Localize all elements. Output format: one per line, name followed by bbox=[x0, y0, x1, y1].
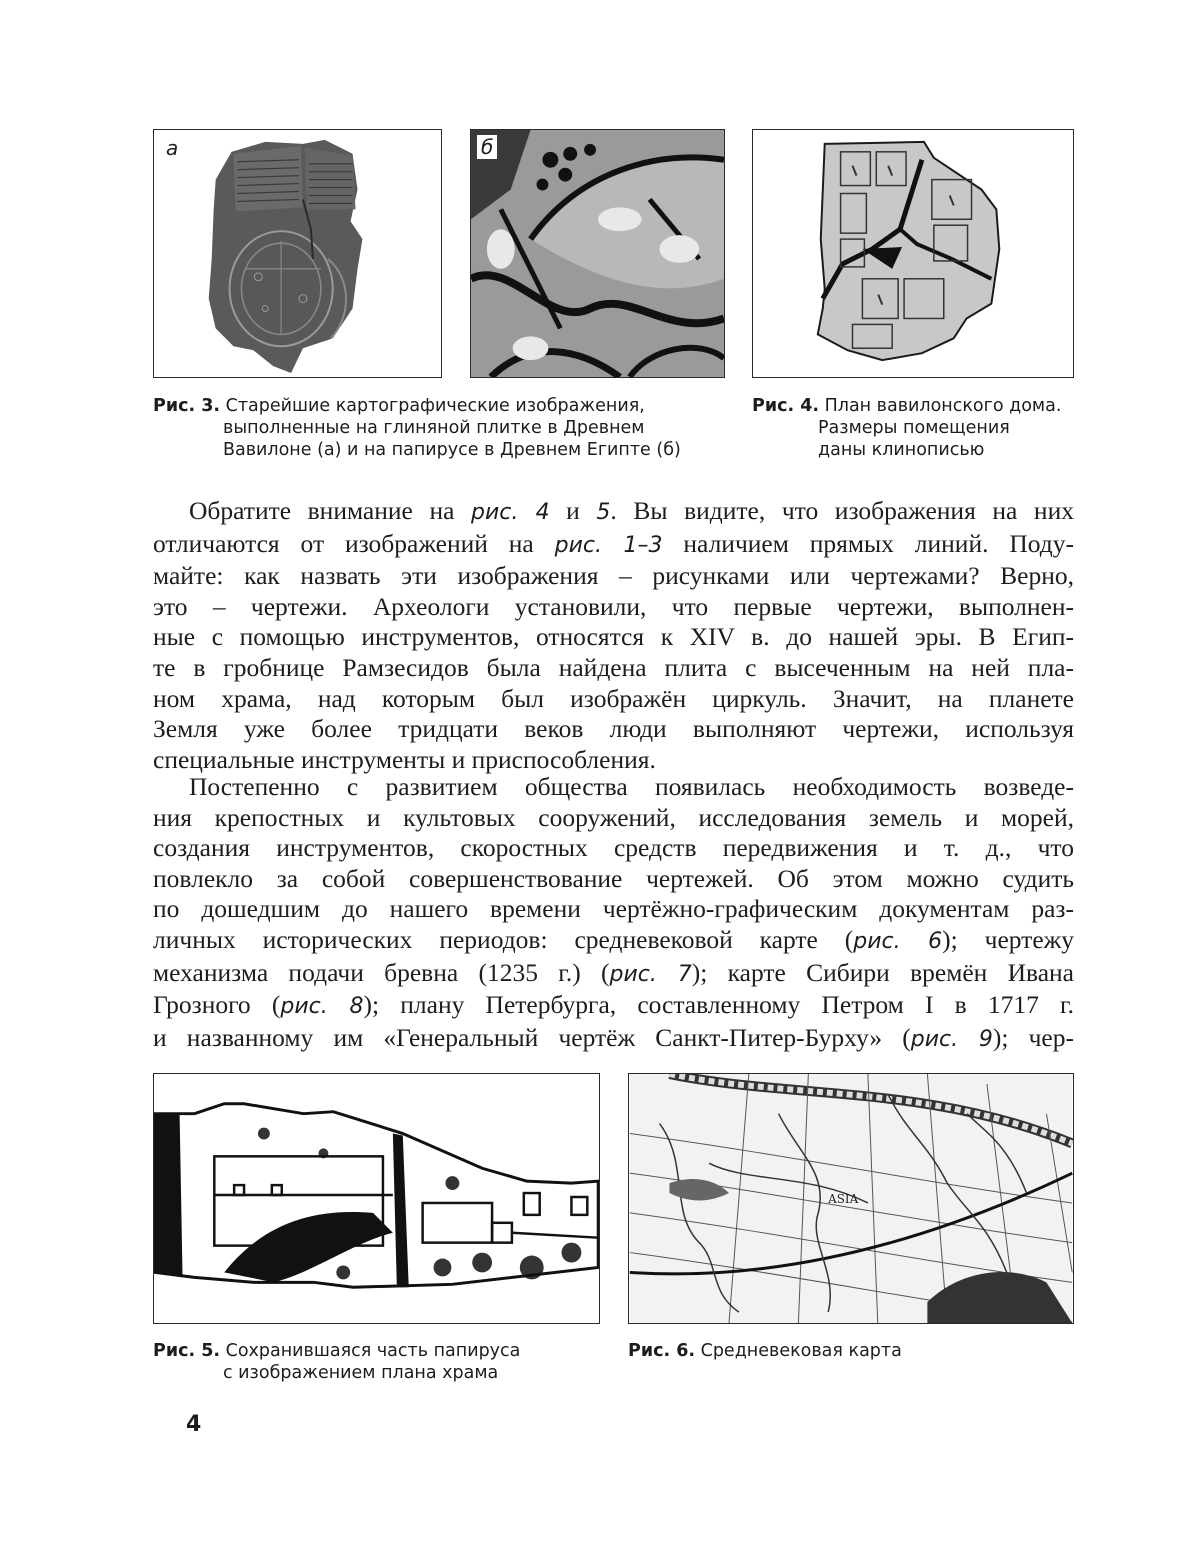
figure-ref: рис. 7 bbox=[609, 961, 692, 987]
caption-line: Старейшие картографические изображения, bbox=[225, 396, 645, 416]
house-plan-image bbox=[753, 130, 1073, 377]
text-line: по дошедшим до нашего времени чертёжно-графическим документам раз- bbox=[153, 894, 1074, 924]
paragraph-2 bbox=[153, 772, 1074, 1055]
text-line: майте: как назвать эти изображения – рисунками или чертежами? Верно, bbox=[153, 561, 1074, 591]
caption-line: Вавилоне (а) и на папирусе в Древнем Египте (б) bbox=[223, 440, 681, 460]
caption-line: Размеры помещения bbox=[818, 418, 1010, 438]
figure-ref: рис. 8 bbox=[280, 994, 364, 1020]
caption-line: Сохранившаяся часть папируса bbox=[225, 1341, 521, 1361]
text-line: отличаются от изображений на рис. 1–3 наличием прямых линий. Поду- bbox=[153, 528, 1075, 558]
medieval-map-image bbox=[629, 1074, 1073, 1323]
panel-label-b: б bbox=[477, 135, 497, 159]
text-line: ном храма, над которым был изображён циркуль. Значит, на планете bbox=[153, 683, 1074, 713]
papyrus-image bbox=[471, 130, 724, 377]
caption-line: с изображением плана храма bbox=[223, 1363, 499, 1383]
figure-ref: рис. 6 bbox=[853, 928, 943, 954]
temple-papyrus-image bbox=[154, 1074, 599, 1323]
figure-ref: рис. 9 bbox=[910, 1026, 993, 1052]
text-line: Обратите внимание на рис. 4 и 5. Вы видите, что изображения на них bbox=[189, 496, 1074, 525]
clay-tablet-image bbox=[154, 130, 441, 377]
paragraph-1 bbox=[153, 496, 1074, 775]
caption-line: даны клинописью bbox=[818, 440, 985, 460]
text-line: специальные инструменты и приспособления. bbox=[153, 744, 656, 774]
text-line: это – чертежи. Археологи установили, что первые чертежи, выполнен- bbox=[153, 591, 1074, 621]
figure-3-label: Рис. 3. bbox=[153, 396, 221, 416]
text-line: личных исторических периодов: средневековой карте (рис. 6); чертежу bbox=[153, 924, 1075, 954]
figure-ref: рис. 1–3 bbox=[554, 532, 663, 558]
figure-5-label: Рис. 5. bbox=[153, 1341, 221, 1361]
text-line: повлекло за собой совершенствование чертежей. Об этом можно судить bbox=[153, 863, 1074, 893]
figure-5-caption bbox=[153, 1340, 520, 1384]
figure-3-caption bbox=[153, 395, 681, 461]
figure-3a-babylonian-tablet bbox=[153, 129, 442, 378]
map-label-asia: ASIA bbox=[828, 1191, 859, 1206]
text-line: ные с помощью инструментов, относятся к XIV в. до нашей эры. В Егип- bbox=[153, 622, 1074, 652]
text-line: те в гробнице Рамзесидов была найдена плита с высеченным на ней пла- bbox=[153, 652, 1074, 682]
text-line: ния крепостных и культовых сооружений, исследования земель и морей, bbox=[153, 802, 1074, 832]
figure-6-caption bbox=[628, 1340, 902, 1362]
figure-5-temple-papyrus bbox=[153, 1073, 600, 1324]
figure-4-label: Рис. 4. bbox=[752, 396, 820, 416]
figure-3b-egyptian-papyrus bbox=[470, 129, 725, 378]
panel-label-a: а bbox=[162, 136, 182, 160]
page-number: 4 bbox=[186, 1412, 202, 1437]
figure-4-caption bbox=[752, 395, 1061, 461]
figure-ref: рис. 4 bbox=[471, 500, 550, 525]
figure-ref: 5 bbox=[596, 500, 611, 525]
figure-6-medieval-map bbox=[628, 1073, 1074, 1324]
caption-line: Средневековая карта bbox=[700, 1341, 902, 1361]
text-line: и названному им «Генеральный чертёж Санкт-Питер-Бурху» (рис. 9); чер- bbox=[153, 1022, 1074, 1052]
text-line: Земля уже более тридцати веков люди выполняют чертежи, используя bbox=[153, 714, 1074, 744]
figure-4-house-plan bbox=[752, 129, 1074, 378]
caption-line: План вавилонского дома. bbox=[824, 396, 1062, 416]
text-line: Грозного (рис. 8); плану Петербурга, составленному Петром I в 1717 г. bbox=[153, 990, 1075, 1020]
text-line: механизма подачи бревна (1235 г.) (рис. 7); карте Сибири времён Ивана bbox=[153, 957, 1074, 987]
figure-6-label: Рис. 6. bbox=[628, 1341, 696, 1361]
text-line: создания инструментов, скоростных средств передвижения и т. д., что bbox=[153, 833, 1074, 863]
caption-line: выполненные на глиняной плитке в Древнем bbox=[223, 418, 645, 438]
text-line: Постепенно с развитием общества появилась необходимость возведе- bbox=[189, 772, 1074, 801]
